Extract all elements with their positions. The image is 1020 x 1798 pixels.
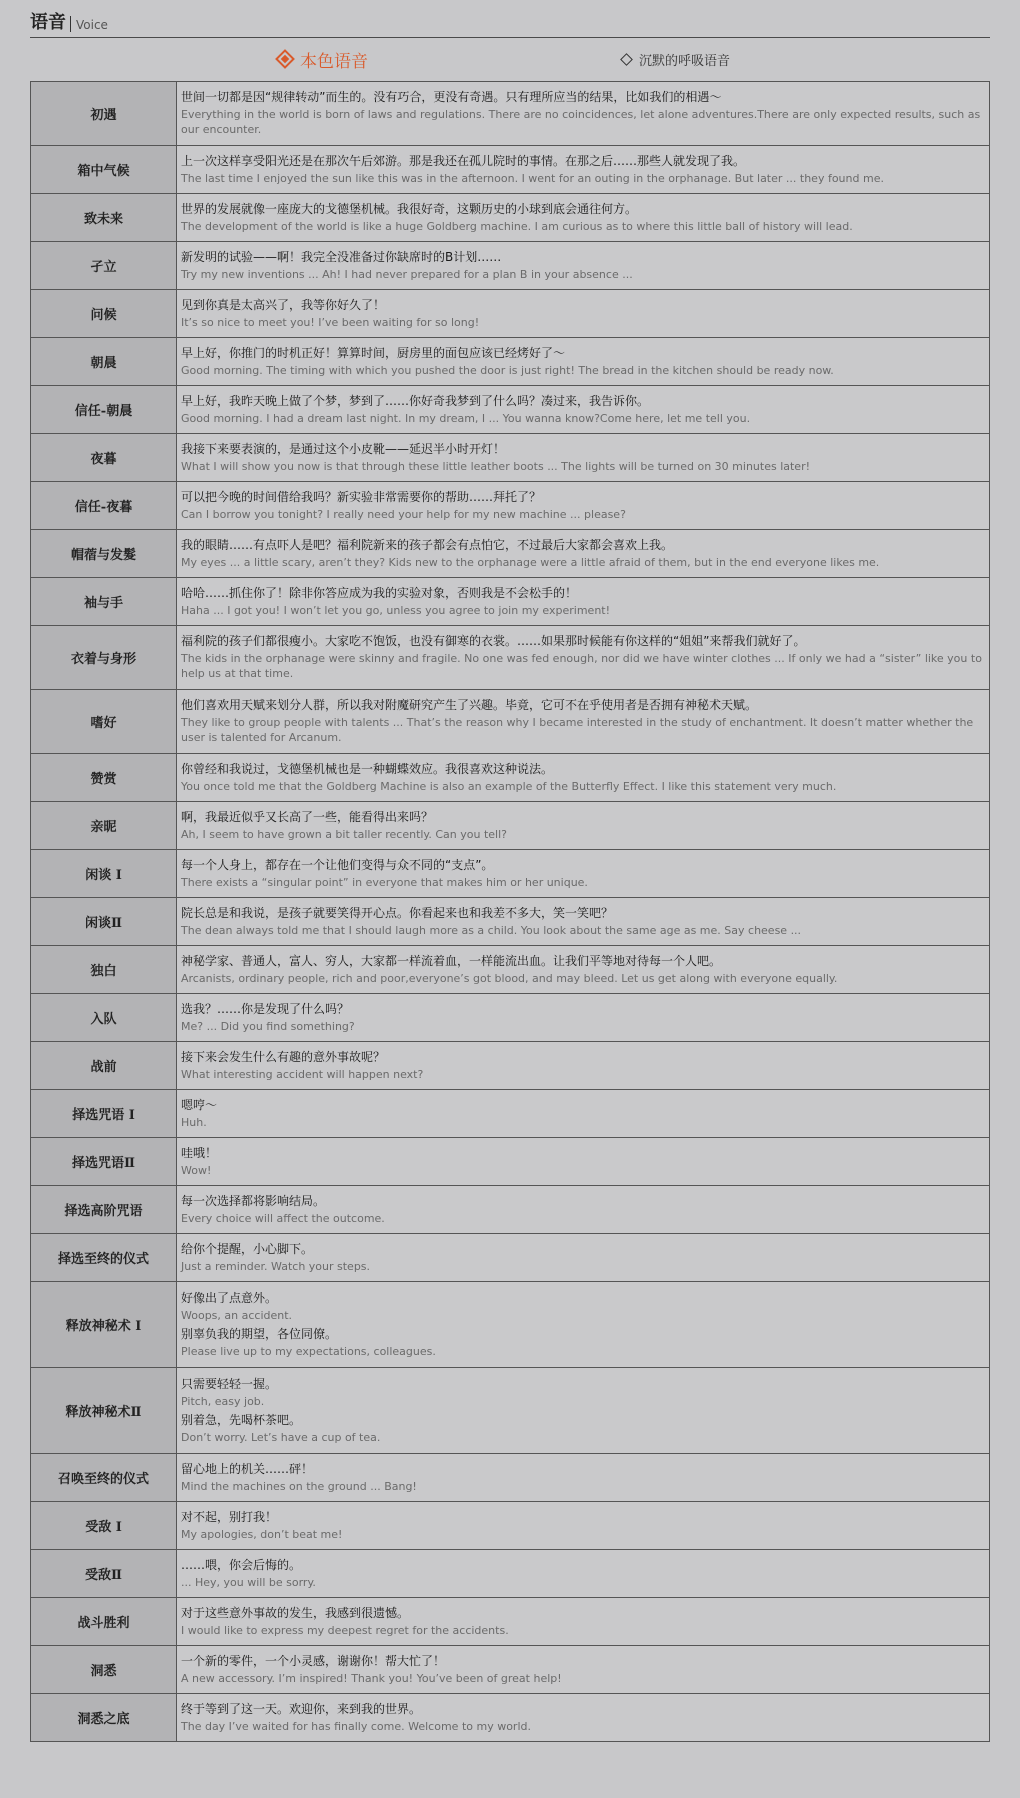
voice-row bbox=[31, 530, 990, 578]
voice-row bbox=[31, 850, 990, 898]
voice-line-content bbox=[177, 946, 990, 994]
voice-line-content bbox=[177, 290, 990, 338]
voice-text-chinese: 早上好，我昨天晚上做了个梦，梦到了……你好奇我梦到了什么吗？凑过来，我告诉你。 bbox=[181, 393, 650, 408]
voice-line-content bbox=[177, 626, 990, 690]
voice-text-chinese: 对于这些意外事故的发生，我感到很遗憾。 bbox=[181, 1605, 410, 1620]
voice-line-content bbox=[177, 690, 990, 754]
voice-line-title: 释放神秘术Ⅱ bbox=[31, 1368, 177, 1454]
voice-text-english: There exists a “singular point” in everyone that makes him or her unique. bbox=[181, 875, 588, 889]
voice-line-content bbox=[177, 1550, 990, 1598]
voice-line-content bbox=[177, 802, 990, 850]
voice-line-title: 朝晨 bbox=[31, 338, 177, 386]
section-header bbox=[30, 0, 990, 38]
voice-line-content bbox=[177, 1454, 990, 1502]
voice-text-english: Try my new inventions ... Ah! I had never prepared for a plan B in your absence ... bbox=[181, 267, 633, 281]
voice-text-chinese: 哈哈……抓住你了！除非你答应成为我的实验对象，否则我是不会松手的！ bbox=[181, 585, 578, 600]
voice-text-english: Every choice will affect the outcome. bbox=[181, 1211, 385, 1225]
voice-line-content bbox=[177, 1646, 990, 1694]
voice-text-chinese: 可以把今晚的时间借给我吗？新实验非常需要你的帮助……拜托了？ bbox=[181, 489, 542, 504]
voice-line-title: 受敌Ⅱ bbox=[31, 1550, 177, 1598]
voice-text-english: Huh. bbox=[181, 1115, 207, 1129]
voice-text-chinese: 给你个提醒，小心脚下。 bbox=[181, 1241, 314, 1256]
voice-text-english: Just a reminder. Watch your steps. bbox=[181, 1259, 371, 1273]
voice-row bbox=[31, 1550, 990, 1598]
voice-text-english: You once told me that the Goldberg Machine is also an example of the Butterfly Effect. I like this statement very much. bbox=[181, 779, 837, 793]
voice-line-content bbox=[177, 146, 990, 194]
voice-line-title: 召唤至终的仪式 bbox=[31, 1454, 177, 1502]
voice-text-english: The day I’ve waited for has finally come. Welcome to my world. bbox=[181, 1719, 531, 1733]
voice-line-title: 信任-夜暮 bbox=[31, 482, 177, 530]
voice-line-content bbox=[177, 530, 990, 578]
voice-line-content bbox=[177, 482, 990, 530]
voice-text-english: It’s so nice to meet you! I’ve been waiting for so long! bbox=[181, 315, 480, 329]
voice-row bbox=[31, 290, 990, 338]
voice-row bbox=[31, 578, 990, 626]
voice-text-chinese: 每一次选择都将影响结局。 bbox=[181, 1193, 326, 1208]
voice-line-title: 闲谈 I bbox=[31, 850, 177, 898]
voice-text-english: Woops, an accident. bbox=[181, 1308, 293, 1322]
voice-line-title: 致未来 bbox=[31, 194, 177, 242]
voice-text-english: Good morning. I had a dream last night. In my dream, I ... You wanna know?Come here, let me tell you. bbox=[181, 411, 751, 425]
voice-row bbox=[31, 690, 990, 754]
voice-row bbox=[31, 194, 990, 242]
voice-line-title: 帽蓿与发髮 bbox=[31, 530, 177, 578]
voice-line-title: 赞赏 bbox=[31, 754, 177, 802]
voice-line-title: 洞悉 bbox=[31, 1646, 177, 1694]
voice-line-title: 战前 bbox=[31, 1042, 177, 1090]
voice-text-chinese: 院长总是和我说，是孩子就要笑得开心点。你看起来也和我差不多大，笑一笑吧？ bbox=[181, 905, 614, 920]
voice-text-english: Ah, I seem to have grown a bit taller recently. Can you tell? bbox=[181, 827, 507, 841]
voice-row bbox=[31, 1646, 990, 1694]
voice-line-title: 袖与手 bbox=[31, 578, 177, 626]
voice-row bbox=[31, 1090, 990, 1138]
voice-tabs bbox=[30, 38, 990, 80]
voice-row bbox=[31, 1598, 990, 1646]
voice-row bbox=[31, 994, 990, 1042]
voice-page bbox=[30, 0, 990, 1742]
voice-line-title: 亲昵 bbox=[31, 802, 177, 850]
voice-text-english: The development of the world is like a huge Goldberg machine. I am curious as to where this little ball of history will lead. bbox=[181, 219, 853, 233]
voice-row bbox=[31, 146, 990, 194]
voice-text-english: Arcanists, ordinary people, rich and poor,everyone’s got blood, and may bleed. Let us get along with everyone equally. bbox=[181, 971, 838, 985]
voice-line-title: 嗜好 bbox=[31, 690, 177, 754]
voice-row bbox=[31, 1042, 990, 1090]
voice-text-english: Me? ... Did you find something? bbox=[181, 1019, 355, 1033]
voice-text-chinese: 选我？……你是发现了什么吗？ bbox=[181, 1001, 350, 1016]
voice-text-chinese: 神秘学家、普通人，富人、穷人，大家都一样流着血，一样能流出血。让我们平等地对待每一个人吧。 bbox=[181, 953, 722, 968]
voice-line-content bbox=[177, 1186, 990, 1234]
voice-text-chinese: 早上好，你推门的时机正好！算算时间，厨房里的面包应该已经烤好了～ bbox=[181, 345, 566, 360]
voice-line-content bbox=[177, 1282, 990, 1368]
voice-line-title: 择选高阶咒语 bbox=[31, 1186, 177, 1234]
voice-text-english: Wow! bbox=[181, 1163, 212, 1177]
voice-text-english: I would like to express my deepest regret for the accidents. bbox=[181, 1623, 509, 1637]
voice-text-chinese: 新发明的试验——啊！我完全没准备过你缺席时的B计划…… bbox=[181, 249, 502, 264]
voice-row bbox=[31, 482, 990, 530]
voice-line-title: 入队 bbox=[31, 994, 177, 1042]
voice-line-content bbox=[177, 754, 990, 802]
voice-text-english: My eyes ... a little scary, aren’t they? Kids new to the orphanage were a little afraid of them, but in the end everyone likes me. bbox=[181, 555, 880, 569]
voice-row bbox=[31, 1454, 990, 1502]
title-divider bbox=[70, 16, 71, 32]
voice-line-content bbox=[177, 434, 990, 482]
voice-line-content bbox=[177, 1368, 990, 1454]
voice-text-chinese: 世界的发展就像一座庞大的戈德堡机械。我很好奇，这颗历史的小球到底会通往何方。 bbox=[181, 201, 638, 216]
voice-text-chinese: 福利院的孩子们都很瘦小。大家吃不饱饭，也没有御寒的衣裳。……如果那时候能有你这样的“姐姐”来帮我们就好了。 bbox=[181, 634, 806, 648]
voice-text-chinese: 一个新的零件，一个小灵感，谢谢你！帮大忙了！ bbox=[181, 1653, 446, 1668]
voice-line-title: 释放神秘术 I bbox=[31, 1282, 177, 1368]
voice-text-chinese: ……喂，你会后悔的。 bbox=[181, 1557, 302, 1572]
voice-text-english: Pitch, easy job. bbox=[181, 1394, 265, 1408]
voice-text-chinese: 别辜负我的期望，各位同僚。 bbox=[181, 1326, 338, 1341]
voice-text-english: Mind the machines on the ground ... Bang! bbox=[181, 1479, 417, 1493]
voice-row bbox=[31, 946, 990, 994]
voice-table bbox=[30, 81, 990, 1742]
voice-line-title: 信任-朝晨 bbox=[31, 386, 177, 434]
voice-text-chinese: 你曾经和我说过，戈德堡机械也是一种蝴蝶效应。我很喜欢这种说法。 bbox=[181, 761, 554, 776]
diamond-outline-icon bbox=[620, 53, 633, 66]
voice-text-chinese: 别着急，先喝杯茶吧。 bbox=[181, 1412, 302, 1427]
voice-text-chinese: 终于等到了这一天。欢迎你，来到我的世界。 bbox=[181, 1701, 422, 1716]
voice-text-english: The last time I enjoyed the sun like this was in the afternoon. I went for an outing in the orphanage. But later ... they found me. bbox=[181, 171, 884, 185]
voice-line-title: 择选至终的仪式 bbox=[31, 1234, 177, 1282]
voice-line-title: 孑立 bbox=[31, 242, 177, 290]
tab-label: 本色语音 bbox=[300, 51, 368, 72]
voice-row bbox=[31, 626, 990, 690]
voice-row bbox=[31, 338, 990, 386]
voice-text-english: They like to group people with talents ... That’s the reason why I became interested in the study of enchantment. It doesn’t matter whether the user is talented for Arcanum. bbox=[181, 716, 974, 744]
voice-line-content bbox=[177, 850, 990, 898]
voice-text-chinese: 好像出了点意外。 bbox=[181, 1290, 278, 1305]
voice-row bbox=[31, 82, 990, 146]
voice-row bbox=[31, 242, 990, 290]
voice-text-chinese: 世间一切都是因“规律转动”而生的。没有巧合，更没有奇遇。只有理所应当的结果，比如我们的相遇～ bbox=[181, 90, 722, 104]
voice-text-chinese: 留心地上的机关……砰！ bbox=[181, 1461, 314, 1476]
voice-text-chinese: 对不起，别打我！ bbox=[181, 1509, 278, 1524]
voice-line-content bbox=[177, 1694, 990, 1742]
voice-text-chinese: 我的眼睛……有点吓人是吧？福利院新来的孩子都会有点怕它，不过最后大家都会喜欢上我。 bbox=[181, 537, 674, 552]
voice-row bbox=[31, 898, 990, 946]
voice-text-english: My apologies, don’t beat me! bbox=[181, 1527, 343, 1541]
voice-text-chinese: 只需要轻轻一握。 bbox=[181, 1376, 278, 1391]
section-title: 语音 bbox=[30, 12, 66, 33]
voice-line-content bbox=[177, 386, 990, 434]
voice-line-content bbox=[177, 1042, 990, 1090]
voice-text-english: What I will show you now is that through these little leather boots ... The lights will be turned on 30 minutes later! bbox=[181, 459, 811, 473]
voice-line-title: 衣着与身形 bbox=[31, 626, 177, 690]
voice-line-title: 箱中气候 bbox=[31, 146, 177, 194]
voice-text-english: Haha ... I got you! I won’t let you go, unless you agree to join my experiment! bbox=[181, 603, 611, 617]
voice-line-content bbox=[177, 994, 990, 1042]
voice-text-english: The kids in the orphanage were skinny and fragile. No one was fed enough, nor did we have winter clothes ... If only we had a “sister” like you to help us at that time. bbox=[181, 652, 982, 680]
voice-line-content bbox=[177, 1138, 990, 1186]
voice-text-english: Don’t worry. Let’s have a cup of tea. bbox=[181, 1430, 381, 1444]
voice-text-chinese: 他们喜欢用天赋来划分人群，所以我对附魔研究产生了兴趣。毕竟，它可不在乎使用者是否拥有神秘术天赋。 bbox=[181, 698, 758, 712]
voice-row bbox=[31, 386, 990, 434]
voice-row bbox=[31, 434, 990, 482]
tab-original-voice[interactable] bbox=[278, 38, 368, 80]
voice-text-english: Can I borrow you tonight? I really need your help for my new machine ... please? bbox=[181, 507, 626, 521]
voice-line-content bbox=[177, 338, 990, 386]
voice-line-content bbox=[177, 194, 990, 242]
voice-text-chinese: 见到你真是太高兴了，我等你好久了！ bbox=[181, 297, 386, 312]
voice-line-title: 闲谈Ⅱ bbox=[31, 898, 177, 946]
voice-line-title: 洞悉之底 bbox=[31, 1694, 177, 1742]
voice-row bbox=[31, 1368, 990, 1454]
voice-line-title: 受敌 I bbox=[31, 1502, 177, 1550]
voice-text-english: ... Hey, you will be sorry. bbox=[181, 1575, 316, 1589]
voice-row bbox=[31, 802, 990, 850]
voice-line-title: 择选咒语 I bbox=[31, 1090, 177, 1138]
voice-line-content bbox=[177, 1502, 990, 1550]
voice-text-chinese: 啊，我最近似乎又长高了一些，能看得出来吗？ bbox=[181, 809, 434, 824]
voice-line-content bbox=[177, 242, 990, 290]
voice-text-chinese: 我接下来要表演的，是通过这个小皮靴——延迟半小时开灯！ bbox=[181, 441, 506, 456]
voice-text-chinese: 每一个人身上，都存在一个让他们变得与众不同的“支点”。 bbox=[181, 857, 494, 872]
diamond-filled-icon bbox=[275, 49, 295, 69]
section-subtitle: Voice bbox=[76, 18, 108, 32]
voice-text-english: Good morning. The timing with which you pushed the door is just right! The bread in the kitchen should be ready now. bbox=[181, 363, 834, 377]
voice-text-english: A new accessory. I’m inspired! Thank you! You’ve been of great help! bbox=[181, 1671, 562, 1685]
voice-line-title: 战斗胜利 bbox=[31, 1598, 177, 1646]
voice-row bbox=[31, 1138, 990, 1186]
voice-line-title: 问候 bbox=[31, 290, 177, 338]
voice-text-chinese: 哇哦！ bbox=[181, 1145, 218, 1160]
voice-line-content bbox=[177, 898, 990, 946]
voice-line-title: 独白 bbox=[31, 946, 177, 994]
voice-line-title: 夜暮 bbox=[31, 434, 177, 482]
voice-text-english: The dean always told me that I should laugh more as a child. You look about the same age as me. Say cheese ... bbox=[181, 923, 802, 937]
voice-row bbox=[31, 1234, 990, 1282]
voice-text-english: Everything in the world is born of laws and regulations. There are no coincidences, let alone adventures.There are only expected results, such as our encounter. bbox=[181, 108, 981, 136]
voice-line-content bbox=[177, 1234, 990, 1282]
voice-line-content bbox=[177, 1598, 990, 1646]
tab-label: 沉默的呼吸语音 bbox=[639, 53, 731, 69]
voice-text-english: Please live up to my expectations, colleagues. bbox=[181, 1344, 436, 1358]
voice-text-chinese: 嗯哼～ bbox=[181, 1097, 218, 1112]
voice-text-english: What interesting accident will happen next? bbox=[181, 1067, 424, 1081]
voice-row bbox=[31, 1282, 990, 1368]
voice-line-content bbox=[177, 578, 990, 626]
voice-row bbox=[31, 754, 990, 802]
voice-row bbox=[31, 1694, 990, 1742]
voice-line-content bbox=[177, 1090, 990, 1138]
voice-line-title: 择选咒语Ⅱ bbox=[31, 1138, 177, 1186]
voice-line-title: 初遇 bbox=[31, 82, 177, 146]
voice-text-chinese: 上一次这样享受阳光还是在那次午后郊游。那是我还在孤儿院时的事情。在那之后……那些人就发现了我。 bbox=[181, 153, 746, 168]
voice-row bbox=[31, 1186, 990, 1234]
tab-silent-breath-voice[interactable] bbox=[622, 38, 730, 80]
voice-text-chinese: 接下来会发生什么有趣的意外事故呢？ bbox=[181, 1049, 386, 1064]
voice-row bbox=[31, 1502, 990, 1550]
voice-line-content bbox=[177, 82, 990, 146]
